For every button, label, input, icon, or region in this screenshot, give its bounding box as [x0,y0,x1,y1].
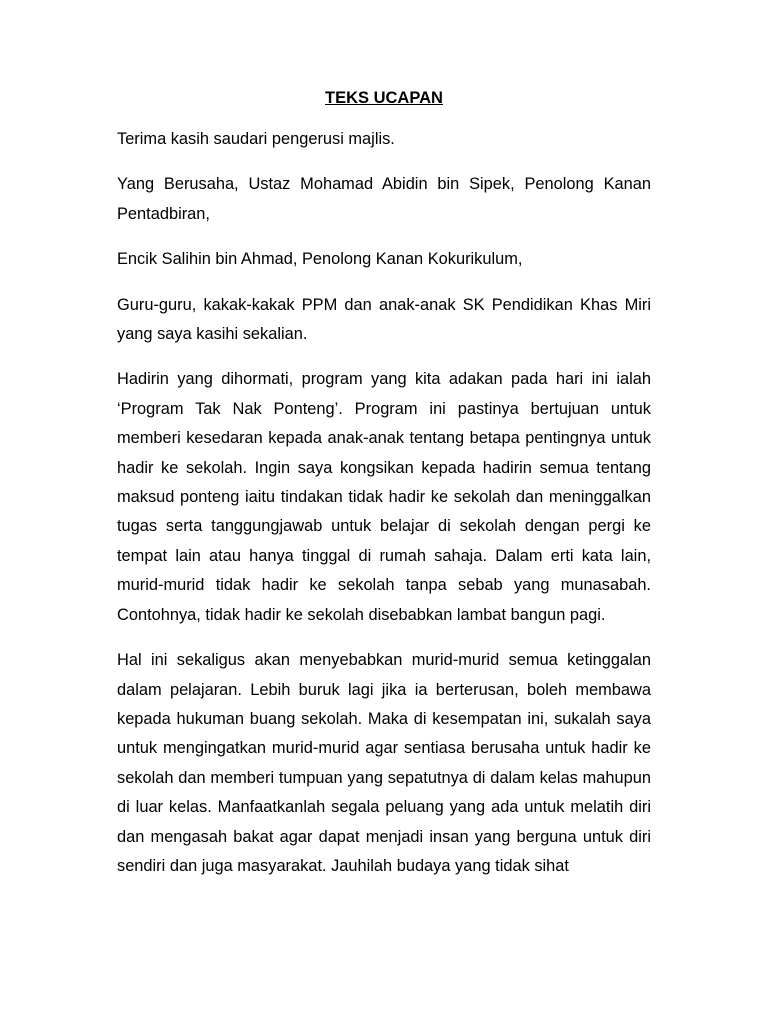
paragraph-greeting-encik: Encik Salihin bin Ahmad, Penolong Kanan Kokurikulum, [117,250,523,269]
paragraph-consequences: Hal ini sekaligus akan menyebabkan murid-murid semua ketinggalan dalam pelajaran. Lebih buruk lagi jika ia berterusan, boleh membawa kepada hukuman buang sekolah. Maka di kesempatan ini, sukalah saya untuk mengingatkan murid-murid agar sentiasa berusaha untuk hadir ke sekolah dan memberi tumpuan yang sepatutnya di dalam kelas mahupun di luar kelas. Manfaatkanlah segala peluang yang ada untuk melatih diri dan mengasah bakat agar dapat menjadi insan yang berguna untuk diri sendiri dan juga masyarakat. Jauhilah budaya yang tidak sihat [117,651,651,875]
document-body [117,125,651,897]
paragraph-greeting-ustaz: Yang Berusaha, Ustaz Mohamad Abidin bin Sipek, Penolong Kanan Pentadbiran, [117,175,651,223]
document-title: TEKS UCAPAN [325,89,443,107]
paragraph-greeting-chair: Terima kasih saudari pengerusi majlis. [117,130,395,148]
paragraph-program-intro: Hadirin yang dihormati, program yang kita adakan pada hari ini ialah ‘Program Tak Nak Ponteng’. Program ini pastinya bertujuan untuk memberi kesedaran kepada anak-anak tentang betapa pentingnya untuk hadir ke sekolah. Ingin saya kongsikan kepada hadirin semua tentang maksud ponteng iaitu tindakan tidak hadir ke sekolah dan meninggalkan tugas serta tanggungjawab untuk belajar di sekolah dengan pergi ke tempat lain atau hanya tinggal di rumah sahaja. Dalam erti kata lain, murid-murid tidak hadir ke sekolah tanpa sebab yang munasabah. Contohnya, tidak hadir ke sekolah disebabkan lambat bangun pagi. [117,370,651,624]
paragraph-greeting-teachers: Guru-guru, kakak-kakak PPM dan anak-anak SK Pendidikan Khas Miri yang saya kasihi sekalian. [117,295,651,344]
